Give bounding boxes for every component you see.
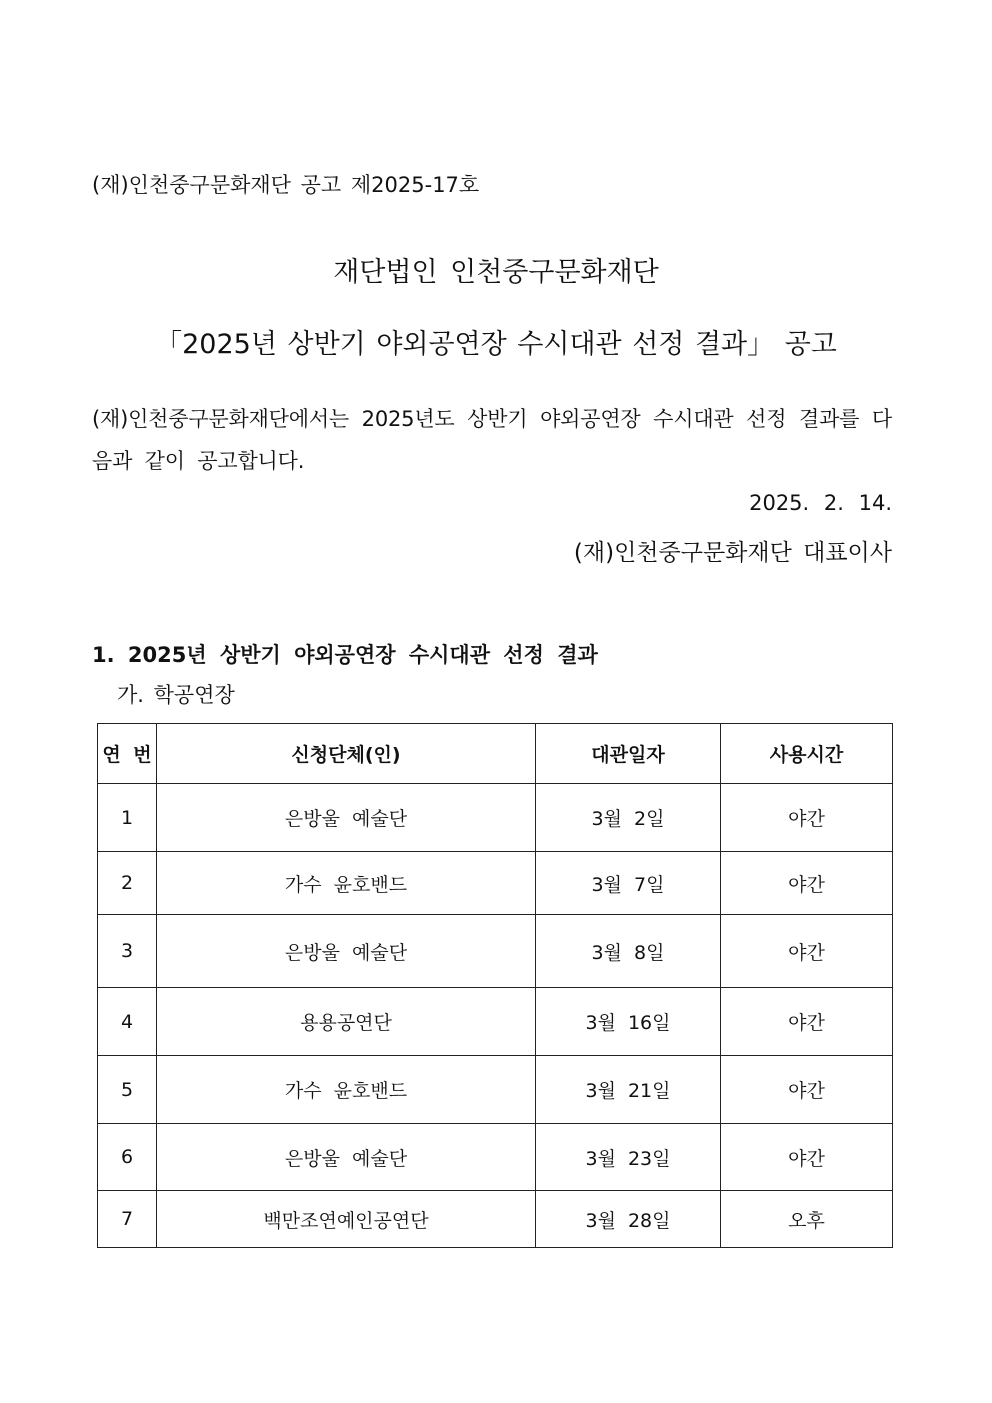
header-number: 연 번 [98, 724, 157, 784]
cell-number: 7 [98, 1191, 157, 1248]
cell-usage-time: 야간 [721, 915, 893, 988]
table-header-row [98, 724, 893, 784]
cell-number: 5 [98, 1056, 157, 1124]
cell-usage-time: 오후 [721, 1191, 893, 1248]
table-row [98, 784, 893, 852]
cell-rental-date: 3월 2일 [536, 784, 721, 852]
cell-number: 4 [98, 988, 157, 1056]
cell-applicant: 가수 윤호밴드 [157, 852, 536, 915]
cell-applicant: 은방울 예술단 [157, 915, 536, 988]
announcement-body: (재)인천중구문화재단에서는 2025년도 상반기 야외공연장 수시대관 선정 결과를 다음과 같이 공고합니다. [92, 407, 892, 473]
cell-number: 6 [98, 1124, 157, 1191]
table-row [98, 1124, 893, 1191]
cell-number: 3 [98, 915, 157, 988]
cell-usage-time: 야간 [721, 852, 893, 915]
cell-usage-time: 야간 [721, 784, 893, 852]
cell-number: 2 [98, 852, 157, 915]
sub-section-title: 가. 학공연장 [117, 683, 235, 707]
table-row [98, 915, 893, 988]
section-title: 1. 2025년 상반기 야외공연장 수시대관 선정 결과 [92, 643, 598, 667]
cell-usage-time: 야간 [721, 1056, 893, 1124]
document-title: 「2025년 상반기 야외공연장 수시대관 선정 결과」 공고 [155, 329, 837, 360]
cell-rental-date: 3월 8일 [536, 915, 721, 988]
table-row [98, 852, 893, 915]
header-applicant: 신청단체(인) [157, 724, 536, 784]
table-row [98, 1056, 893, 1124]
cell-applicant: 은방울 예술단 [157, 784, 536, 852]
table-row [98, 988, 893, 1056]
cell-rental-date: 3월 21일 [536, 1056, 721, 1124]
cell-applicant: 용용공연단 [157, 988, 536, 1056]
header-rental-date: 대관일자 [536, 724, 721, 784]
cell-rental-date: 3월 28일 [536, 1191, 721, 1248]
cell-applicant: 백만조연예인공연단 [157, 1191, 536, 1248]
cell-number: 1 [98, 784, 157, 852]
cell-applicant: 은방울 예술단 [157, 1124, 536, 1191]
cell-usage-time: 야간 [721, 988, 893, 1056]
header-usage-time: 사용시간 [721, 724, 893, 784]
document-title-organization: 재단법인 인천중구문화재단 [333, 257, 659, 288]
table-row [98, 1191, 893, 1248]
notice-number: (재)인천중구문화재단 공고 제2025-17호 [92, 173, 480, 197]
signer: (재)인천중구문화재단 대표이사 [573, 540, 892, 566]
cell-applicant: 가수 윤호밴드 [157, 1056, 536, 1124]
cell-rental-date: 3월 23일 [536, 1124, 721, 1191]
cell-rental-date: 3월 16일 [536, 988, 721, 1056]
announcement-date: 2025. 2. 14. [749, 491, 892, 515]
selection-results-table [97, 723, 893, 1248]
cell-rental-date: 3월 7일 [536, 852, 721, 915]
cell-usage-time: 야간 [721, 1124, 893, 1191]
